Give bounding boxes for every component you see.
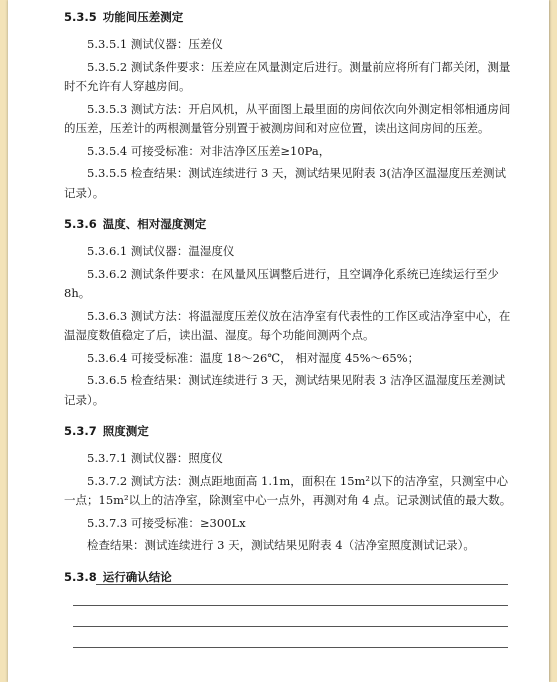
item-5-3-5-3: 5.3.5.3 测试方法：开启风机，从平面图上最里面的房间依次向外测定相邻相通房间的压差，压差计的两根测量管分别置于被测房间和对应位置，读出这间房间的压差。 (64, 101, 511, 135)
writing-line (73, 605, 508, 606)
check-result-5-3-7: 检查结果：测试连续进行 3 天，测试结果见附表 4（洁净室照度测试记录）。 (87, 538, 475, 552)
item-5-3-6-1: 5.3.6.1 测试仪器：温湿度仪 (87, 244, 235, 258)
item-5-3-6-2: 5.3.6.2 测试条件要求：在风量风压调整后进行，且空调净化系统已连续运行至少 8h。 (64, 266, 499, 300)
item-5-3-7-2: 5.3.7.2 测试方法：测点距地面高 1.1m，面积在 15m²以下的洁净室，只测室中心一点；15m²以上的洁净室，除测室中心一点外，再测对角 4 点。记录测试值的最大数。 (64, 473, 512, 507)
item-5-3-6-4: 5.3.6.4 可接受标准：温度 18～26℃， 相对湿度 45%～65%； (87, 350, 420, 365)
section-heading-5-3-6: 5.3.6 温度、相对湿度测定 (64, 217, 207, 231)
section-heading-5-3-5: 5.3.5 功能间压差测定 (64, 10, 184, 24)
writing-line (96, 584, 508, 585)
item-5-3-5-2: 5.3.5.2 测试条件要求：压差应在风量测定后进行。测量前应将所有门都关闭，测量时不允许有人穿越房间。 (64, 59, 511, 93)
item-5-3-7-1: 5.3.7.1 测试仪器：照度仪 (87, 451, 223, 465)
document-content (64, 8, 514, 587)
item-5-3-5-1: 5.3.5.1 测试仪器：压差仪 (87, 37, 223, 51)
item-5-3-6-3: 5.3.6.3 测试方法：将温湿度压差仪放在洁净室有代表性的工作区或洁净室中心，在温湿度数值稳定了后，读出温、湿度。每个功能间测两个点。 (64, 308, 511, 342)
item-5-3-7-3: 5.3.7.3 可接受标准：≥300Lx (87, 515, 246, 530)
item-5-3-6-5: 5.3.6.5 检查结果：测试连续进行 3 天，测试结果见附表 3 洁净区温湿度压差测试记录）。 (64, 373, 506, 407)
section-heading-5-3-8: 5.3.8 运行确认结论 (64, 569, 172, 584)
document-page (8, 0, 549, 682)
item-5-3-5-5: 5.3.5.5 检查结果：测试连续进行 3 天，测试结果见附表 3(洁净区温湿度压差测试记录）。 (64, 166, 506, 200)
writing-line (73, 647, 508, 648)
writing-line (73, 626, 508, 627)
conclusion-writing-lines (73, 584, 508, 668)
item-5-3-5-4: 5.3.5.4 可接受标准：对非洁净区压差≥10Pa， (87, 143, 331, 158)
section-heading-5-3-7: 5.3.7 照度测定 (64, 424, 149, 438)
